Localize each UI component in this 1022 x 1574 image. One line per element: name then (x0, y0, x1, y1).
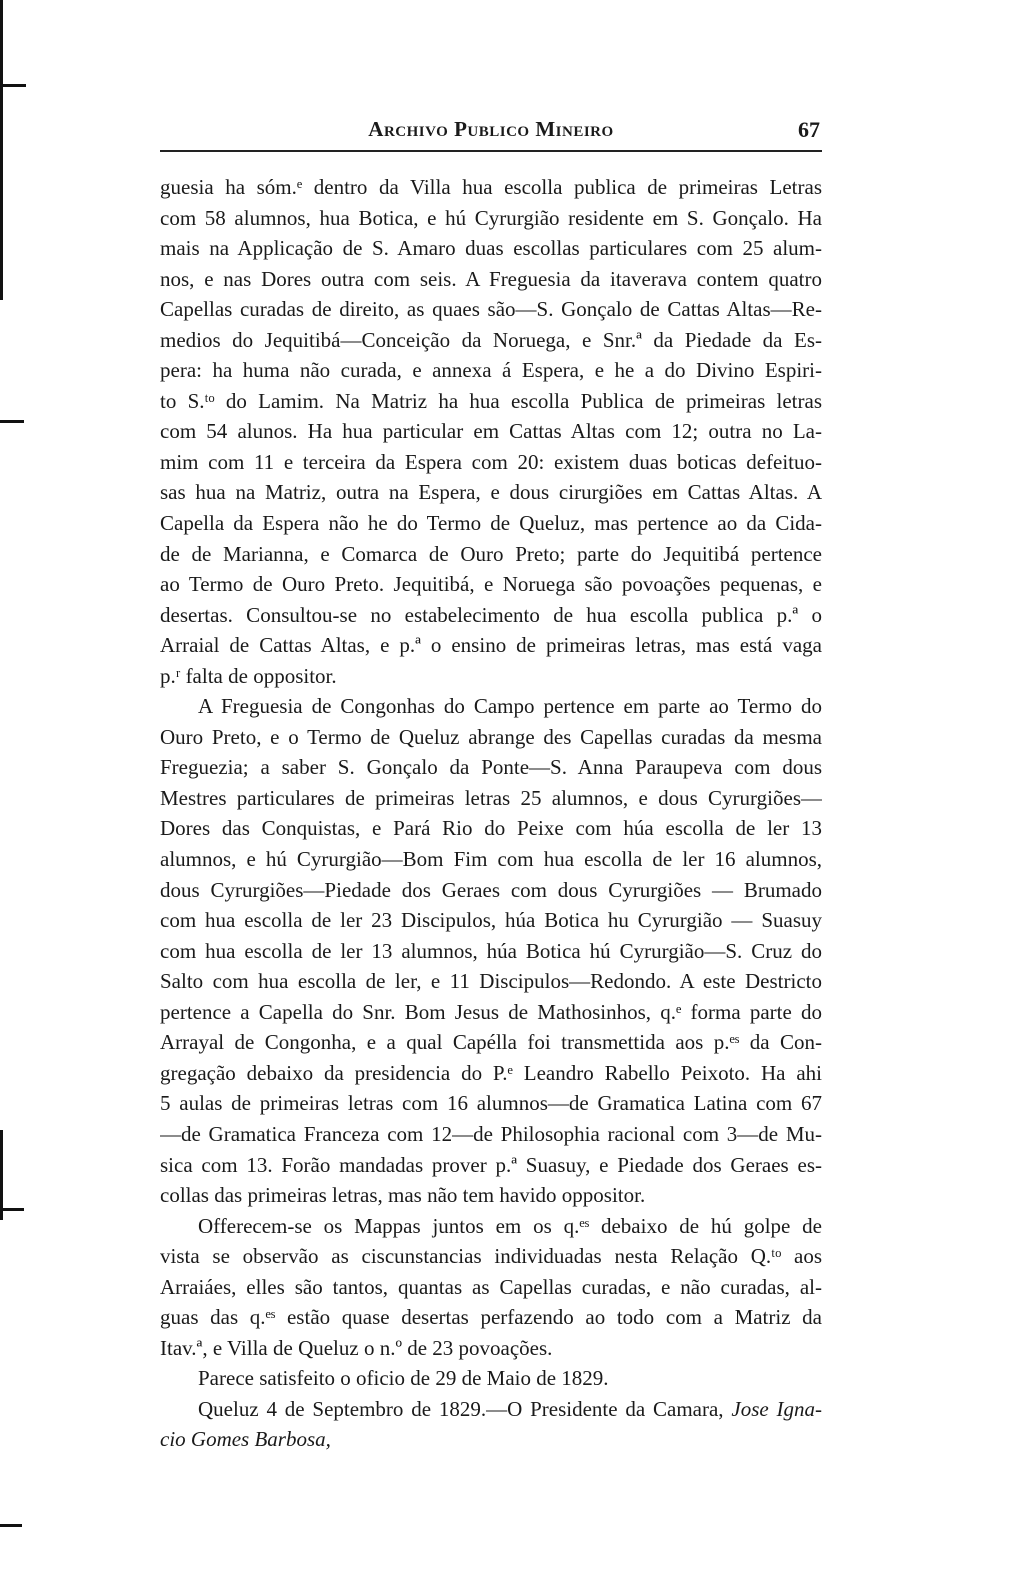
text-line (160, 1180, 822, 1211)
text-line-content: Itav.ª, e Villa de Queluz o n.º de 23 povoações. (160, 1335, 553, 1360)
body-text (160, 172, 822, 1455)
text-line-content: Capellas curadas de direito, as quaes são—S. Gonçalo de Cattas Altas—Re- (160, 297, 822, 322)
text-line (160, 1088, 822, 1119)
text-line (160, 172, 822, 203)
text-line-content: vista se observão as ciscunstancias individuadas nesta Relação Q.ᵗᵒ aos (160, 1244, 822, 1269)
signature-text: Jose Igna- (731, 1396, 822, 1421)
header-rule (160, 150, 822, 152)
text-line-content: Freguezia; a saber S. Gonçalo da Ponte—S. Anna Paraupeva com dous (160, 755, 822, 780)
text-line-content: Arrayal de Congonha, e a qual Capélla foi transmettida aos p.ᵉˢ da Con- (160, 1030, 822, 1055)
text-line-content: com hua escolla de ler 13 alumnos, húa Botica hú Cyrurgião—S. Cruz do (160, 938, 822, 963)
text-line-content: p.ʳ falta de oppositor. (160, 663, 337, 688)
text-line (160, 1363, 822, 1394)
text-line-content: A Freguesia de Congonhas do Campo pertence em parte ao Termo do (198, 694, 822, 719)
scan-edge-mark (0, 420, 24, 423)
text-line (160, 600, 822, 631)
text-line-content: Arraiáes, elles são tantos, quantas as Capellas curadas, e não curadas, al- (160, 1274, 822, 1299)
text-line-content: Queluz 4 de Septembro de 1829.—O Presidente da Camara, (198, 1396, 724, 1421)
text-line (160, 1119, 822, 1150)
text-line-content: desertas. Consultou-se no estabelecimento de hua escolla publica p.ª o (160, 602, 822, 627)
text-line-content: dous Cyrurgiões—Piedade dos Geraes com dous Cyrurgiões — Brumado (160, 877, 822, 902)
text-line-content: Ouro Preto, e o Termo de Queluz abrange des Capellas curadas da mesma (160, 724, 822, 749)
text-line-content: guesia ha sóm.ᵉ dentro da Villa hua escolla publica de primeiras Letras (160, 175, 822, 199)
text-line (160, 294, 822, 325)
text-line (160, 630, 822, 661)
text-line (160, 1302, 822, 1333)
text-line (160, 844, 822, 875)
text-line-content: to S.ᵗᵒ do Lamim. Na Matriz ha hua escolla Publica de primeiras letras (160, 388, 822, 413)
text-line-content: Dores das Conquistas, e Pará Rio do Peixe com húa escolla de ler 13 (160, 816, 822, 841)
text-line (160, 569, 822, 600)
text-line (160, 355, 822, 386)
text-line-content: mim com 11 e terceira da Espera com 20: existem duas boticas defeituo- (160, 449, 822, 474)
text-line-content: pera: ha huma não curada, e annexa á Espera, e he a do Divino Espiri- (160, 358, 822, 383)
text-line (160, 752, 822, 783)
text-line-content: pertence a Capella do Snr. Bom Jesus de Mathosinhos, q.ᵉ forma parte do (160, 999, 822, 1024)
page-number: 67 (798, 117, 820, 142)
text-line (160, 233, 822, 264)
text-line (160, 1211, 822, 1242)
text-line-content: nos, e nas Dores outra com seis. A Freguesia da itaverava contem quatro (160, 266, 822, 291)
text-line-content: sica com 13. Forão mandadas prover p.ª Suasuy, e Piedade dos Geraes es- (160, 1152, 822, 1177)
text-line-content: alumnos, e hú Cyrurgião—Bom Fim com hua escolla de ler 16 alumnos, (160, 847, 822, 872)
text-line-content: ao Termo de Ouro Preto. Jequitibá, e Noruega são povoações pequenas, e (160, 572, 822, 597)
text-line-content: —de Gramatica Franceza com 12—de Philosophia racional com 3—de Mu- (160, 1121, 822, 1146)
text-line (160, 1333, 822, 1364)
text-line-content: de de Marianna, e Comarca de Ouro Preto; parte do Jequitibá pertence (160, 541, 822, 566)
text-line (160, 691, 822, 722)
text-line (160, 447, 822, 478)
text-line (160, 416, 822, 447)
text-line (160, 203, 822, 234)
text-line-content: gregação debaixo da presidencia do P.ᵉ Leandro Rabello Peixoto. Ha ahi (160, 1060, 822, 1085)
text-line-content: com 54 alunos. Ha hua particular em Cattas Altas com 12; outra no La- (160, 419, 822, 444)
text-line (160, 936, 822, 967)
text-line (160, 905, 822, 936)
text-line (160, 1241, 822, 1272)
signature-text: cio Gomes Barbosa, (160, 1427, 331, 1452)
text-line (160, 386, 822, 417)
text-line-content: mais na Applicação de S. Amaro duas escollas particulares com 25 alum- (160, 236, 822, 261)
text-line (160, 325, 822, 356)
text-line (160, 997, 822, 1028)
text-line (160, 661, 822, 692)
text-line-content: Salto com hua escolla de ler, e 11 Discipulos—Redondo. A este Destricto (160, 969, 822, 994)
text-line-content: sas hua na Matriz, outra na Espera, e dous cirurgiões em Cattas Altas. A (160, 480, 822, 505)
text-line (160, 1150, 822, 1181)
text-line (160, 1394, 822, 1425)
text-line (160, 1058, 822, 1089)
text-line-content: Capella da Espera não he do Termo de Queluz, mas pertence ao da Cida- (160, 511, 822, 536)
text-line (160, 875, 822, 906)
text-line-content: Arraial de Cattas Altas, e p.ª o ensino de primeiras letras, mas está vaga (160, 633, 822, 658)
text-line (160, 264, 822, 295)
text-line (160, 1424, 822, 1455)
running-title: Archivo Publico Mineiro (368, 117, 614, 141)
text-line-content: com hua escolla de ler 23 Discipulos, húa Botica hu Cyrurgião — Suasuy (160, 908, 822, 933)
scan-edge-mark (0, 1524, 22, 1527)
text-line (160, 508, 822, 539)
text-line-content: com 58 alumnos, hua Botica, e hú Cyrurgião residente em S. Gonçalo. Ha (160, 205, 822, 230)
text-line (160, 1272, 822, 1303)
scan-edge-mark (0, 1130, 3, 1220)
text-line (160, 722, 822, 753)
text-line-content: Mestres particulares de primeiras letras 25 alumnos, e dous Cyrurgiões— (160, 785, 822, 810)
text-line-content: guas das q.ᵉˢ estão quase desertas perfazendo ao todo com a Matriz da (160, 1305, 822, 1330)
page-header (160, 117, 822, 147)
text-line (160, 813, 822, 844)
text-line (160, 1027, 822, 1058)
text-line-content: Offerecem-se os Mappas juntos em os q.ᵉˢ debaixo de hú golpe de (198, 1213, 822, 1238)
scan-edge-mark (0, 84, 26, 87)
scan-edge-mark (0, 0, 3, 300)
text-line (160, 539, 822, 570)
scan-edge-mark (0, 1208, 24, 1211)
text-line-content: collas das primeiras letras, mas não tem havido oppositor. (160, 1183, 646, 1208)
text-line-content: Parece satisfeito o oficio de 29 de Maio de 1829. (198, 1366, 609, 1391)
text-line-content: medios do Jequitibá—Conceição da Noruega, e Snr.ª da Piedade da Es- (160, 327, 822, 352)
text-line-content: 5 aulas de primeiras letras com 16 alumnos—de Gramatica Latina com 67 (160, 1091, 822, 1116)
text-line (160, 966, 822, 997)
text-line (160, 477, 822, 508)
text-line (160, 783, 822, 814)
